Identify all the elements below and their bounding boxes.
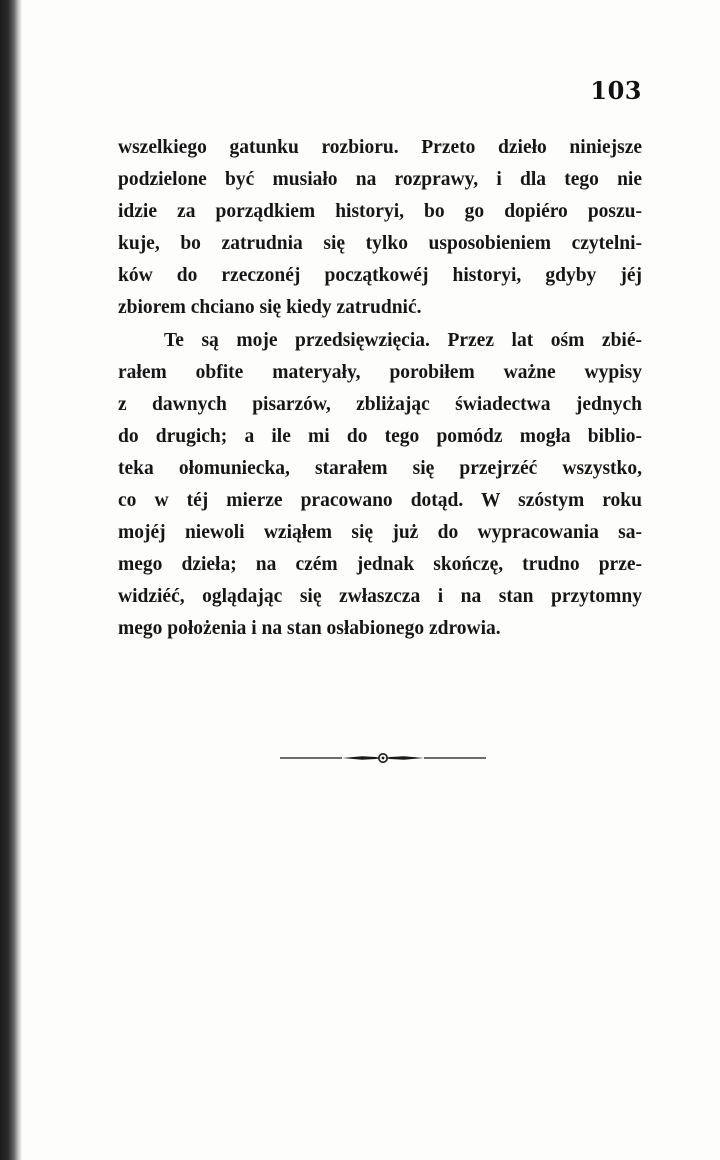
text-line: teka ołomuniecka, starałem się przejrzéć wszystko, [118,457,642,479]
text-line: mego położenia i na stan osłabionego zdrowia. [118,618,501,640]
text-line: ków do rzeczonéj początkowéj historyi, gdyby jéj [118,265,642,287]
text-line: zbiorem chciano się kiedy zatrudnić. [118,297,422,319]
end-of-chapter-ornament-icon [280,748,486,768]
text-line: co w téj mierze pracowano dotąd. W szóstym roku [118,490,642,512]
text-line: kuje, bo zatrudnia się tylko usposobieniem czytelni- [118,233,642,255]
text-line: podzielone być musiało na rozprawy, i dla tego nie [118,169,642,191]
text-line: wszelkiego gatunku rozbioru. Przeto dzieło niniejsze [118,137,642,158]
paragraph-1 [118,132,642,325]
text-line: z dawnych pisarzów, zbliżając świadectwa jednych [118,393,642,415]
binding-edge [0,0,22,1160]
text-line: rałem obfite materyały, porobiłem ważne wypisy [118,361,642,383]
text-line: mojéj niewoli wziąłem się już do wypracowania sa- [118,522,642,544]
page-number: 103 [590,76,642,105]
text-line: Te są moje przedsięwzięcia. Przez lat ośm zbié- [164,329,642,351]
body-text [118,132,642,646]
text-line: do drugich; a ile mi do tego pomódz mogła biblio- [118,425,642,447]
text-line: widziéć, oglądając się zwłaszcza i na stan przytomny [118,586,642,608]
text-line: idzie za porządkiem historyi, bo go dopiéro poszu- [118,201,642,223]
paragraph-2 [118,325,642,646]
text-line: mego dzieła; na czém jednak skończę, trudno prze- [118,554,642,576]
